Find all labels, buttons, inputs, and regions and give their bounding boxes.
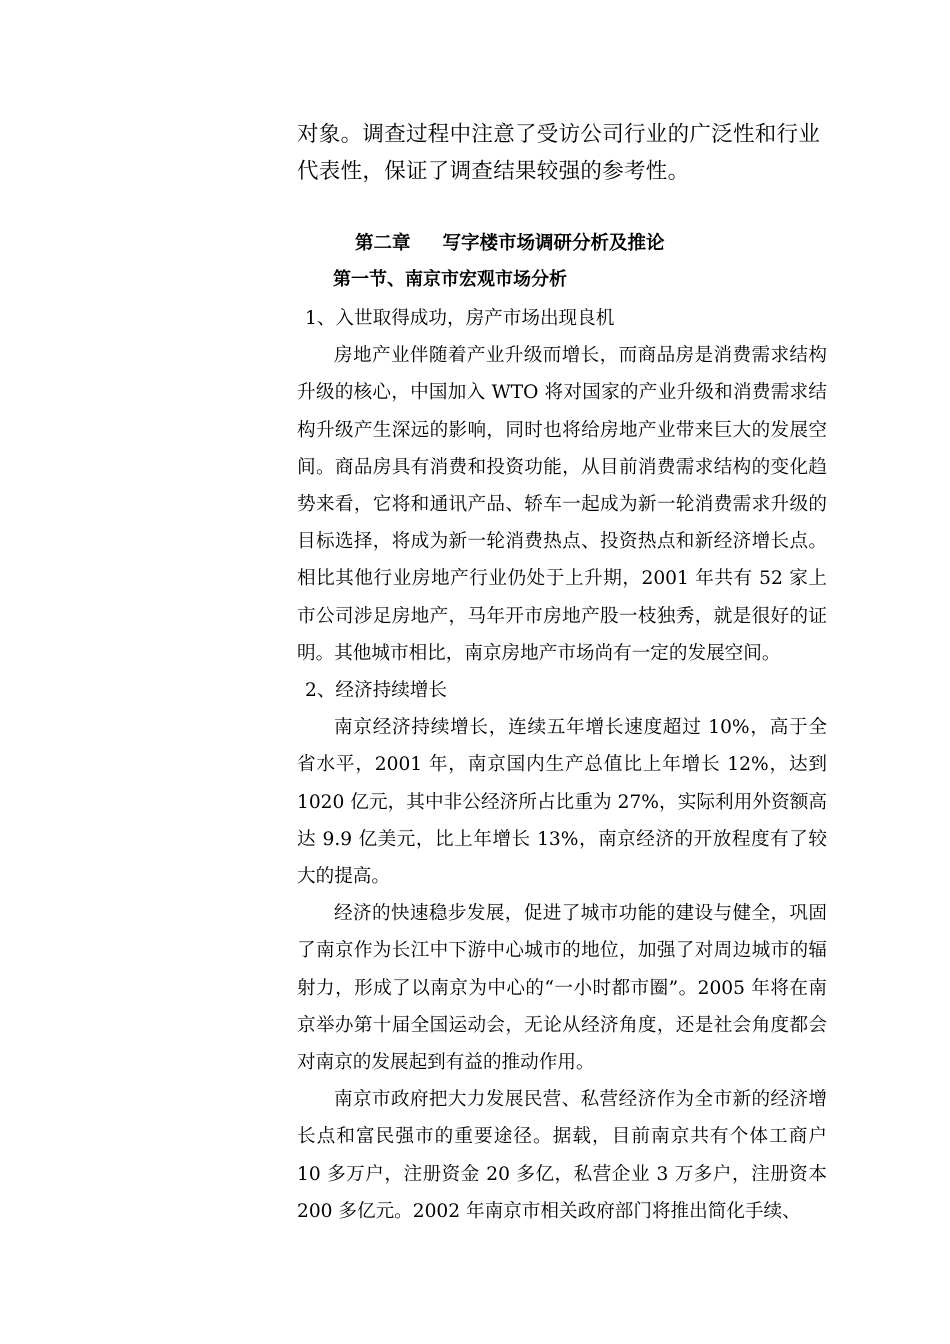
section-heading: 第一节、南京市宏观市场分析	[333, 269, 567, 290]
subheading-2: 2、经济持续增长	[305, 680, 447, 702]
paragraph-real-estate: 房地产业伴随着产业升级而增长，而商品房是消费需求结构升级的核心，中国加入 WTO 将对国家的产业升级和消费需求结构升级产生深远的影响，同时也将给房地产业带来巨大的发展空间。商品房具有消费和投资功能，从目前消费需求结构的变化趋势来看，它将和通讯产品、轿车一起成为新一轮消费需求升级的目标选择，将成为新一轮消费热点、投资热点和新经济增长点。相比其他行业房地产行业仍处于上升期，2001 年共有 52 家上市公司涉足房地产，马年开市房地产股一枝独秀，就是很好的证明。其他城市相比，南京房地产市场尚有一定的发展空间。	[297, 345, 827, 664]
chapter-heading	[355, 230, 665, 258]
paragraph-city-function: 经济的快速稳步发展，促进了城市功能的建设与健全，巩固了南京作为长江中下游中心城市的地位，加强了对周边城市的辐射力，形成了以南京为中心的“一小时都市圈”。2005 年将在南京举办第十届全国运动会，无论从经济角度，还是社会角度都会对南京的发展起到有益的推动作用。	[297, 903, 827, 1074]
subheading-1: 1、入世取得成功，房产市场出现良机	[305, 308, 615, 329]
chapter-title: 写字楼市场调研分析及推论	[442, 233, 665, 254]
paragraph-private-economy: 南京市政府把大力发展民营、私营经济作为全市新的经济增长点和富民强市的重要途径。据载，目前南京共有个体工商户 10 多万户，注册资金 20 多亿，私营企业 3 万多户，注册资本 200 多亿元。2002 年南京市相关政府部门将推出简化手续、	[297, 1089, 827, 1222]
chapter-number: 第二章	[355, 233, 411, 254]
intro-paragraph-block	[297, 116, 827, 190]
body-text	[297, 300, 827, 1230]
paragraph-economy-growth: 南京经济持续增长，连续五年增长速度超过 10%，高于全省水平，2001 年，南京国内生产总值比上年增长 12%，达到 1020 亿元，其中非公经济所占比重为 27%，实际利用外资额高达 9.9 亿美元，比上年增长 13%，南京经济的开放程度有了较大的提高。	[297, 717, 827, 888]
intro-paragraph: 对象。调查过程中注意了受访公司行业的广泛性和行业代表性，保证了调查结果较强的参考性。	[297, 122, 821, 184]
